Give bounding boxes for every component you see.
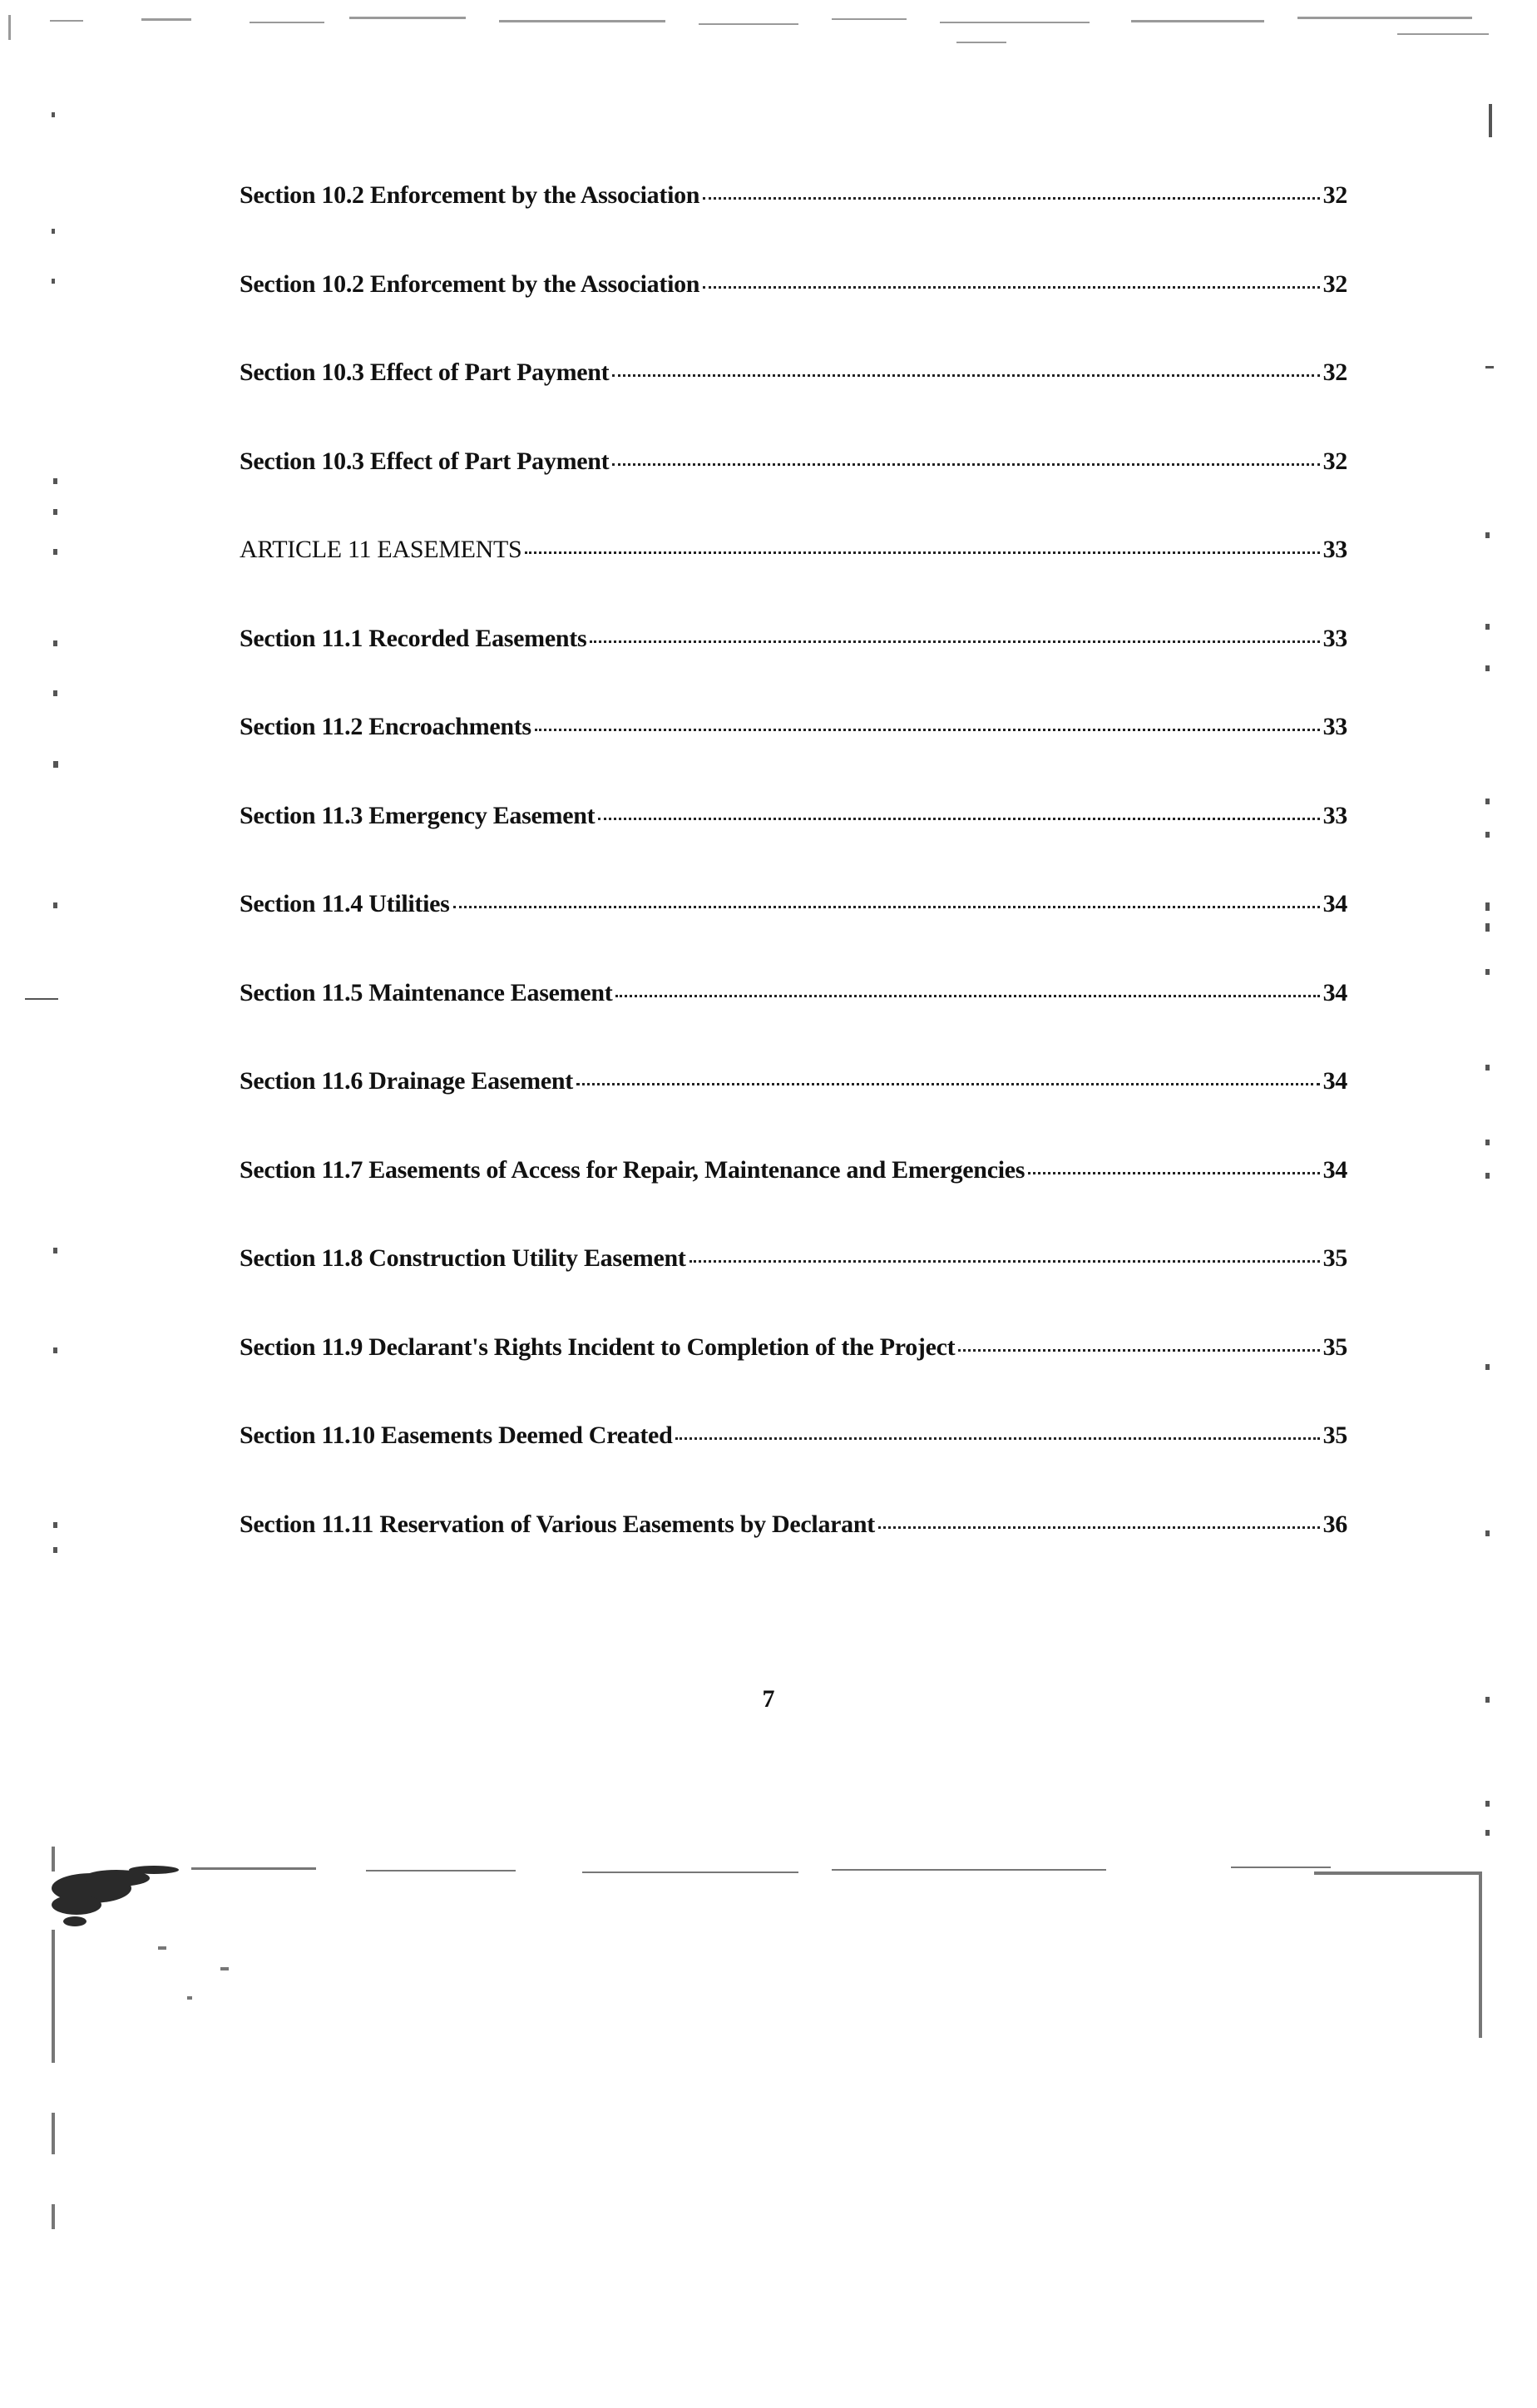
dot-leader [958, 1349, 1319, 1352]
toc-entry-title: Section 11.4 Utilities [240, 890, 450, 917]
toc-entry-page: 34 [1322, 890, 1347, 917]
toc-entry-title: Section 11.11 Reservation of Various Easements by Declarant [240, 1510, 875, 1538]
dot-leader [453, 906, 1320, 908]
toc-entry [240, 1422, 1347, 1511]
toc-entry [240, 1244, 1347, 1333]
toc-entry-page: 32 [1322, 358, 1347, 386]
toc-entry [240, 1511, 1347, 1600]
dot-leader [535, 729, 1320, 731]
toc-entry-page: 35 [1322, 1422, 1347, 1449]
dot-leader [612, 374, 1319, 377]
toc-entry-title: Section 11.7 Easements of Access for Repair, Maintenance and Emergencies [240, 1155, 1025, 1184]
toc-entry-title: Section 10.3 Effect of Part Payment [240, 447, 610, 475]
dot-leader [878, 1526, 1320, 1529]
toc-entry-title: Section 11.2 Encroachments [240, 713, 531, 740]
dot-leader [576, 1083, 1320, 1085]
toc-entry [240, 181, 1347, 270]
toc-entry-page: 33 [1322, 713, 1347, 740]
toc-entry-page: 36 [1322, 1510, 1347, 1538]
dot-leader [703, 286, 1319, 289]
dot-leader [590, 640, 1319, 643]
toc-entry-title: ARTICLE 11 EASEMENTS [240, 536, 522, 563]
toc-entry-page: 34 [1322, 1067, 1347, 1095]
toc-entry-page: 34 [1322, 978, 1347, 1006]
toc-entry-page: 32 [1322, 447, 1347, 475]
table-of-contents [240, 181, 1347, 1599]
toc-entry-page: 33 [1322, 801, 1347, 829]
toc-entry-page: 35 [1322, 1333, 1347, 1361]
toc-entry-page: 33 [1322, 624, 1347, 652]
toc-entry-page: 33 [1322, 536, 1347, 563]
toc-entry-title: Section 11.3 Emergency Easement [240, 801, 596, 829]
toc-entry [240, 890, 1347, 979]
dot-leader [675, 1437, 1319, 1440]
toc-entry-title: Section 10.2 Enforcement by the Association [240, 269, 700, 298]
toc-entry [240, 1156, 1347, 1245]
toc-entry [240, 802, 1347, 891]
toc-entry-title: Section 11.1 Recorded Easements [240, 624, 587, 652]
dot-leader [1028, 1172, 1319, 1174]
dot-leader [525, 551, 1319, 554]
dot-leader [703, 197, 1319, 200]
toc-entry [240, 1067, 1347, 1156]
toc-entry [240, 625, 1347, 714]
toc-entry [240, 270, 1347, 359]
toc-entry [240, 979, 1347, 1068]
toc-entry [240, 1333, 1347, 1422]
toc-entry-page: 35 [1322, 1244, 1347, 1272]
toc-entry-title: Section 10.3 Effect of Part Payment [240, 358, 610, 386]
dot-leader [615, 995, 1319, 997]
dot-leader [689, 1260, 1320, 1263]
dot-leader [612, 463, 1319, 466]
toc-entry-title: Section 11.6 Drainage Easement [240, 1067, 573, 1095]
scan-noise-bottom [0, 1838, 1537, 2404]
scan-noise-top [0, 8, 1537, 58]
toc-entry-page: 32 [1322, 269, 1347, 298]
toc-entry-page: 34 [1322, 1155, 1347, 1184]
toc-entry-title: Section 11.8 Construction Utility Easement [240, 1244, 686, 1272]
toc-entry-title: Section 11.9 Declarant's Rights Incident to Completion of the Project [240, 1333, 956, 1361]
toc-entry-page: 32 [1322, 181, 1347, 209]
toc-entry [240, 447, 1347, 536]
toc-entry [240, 536, 1347, 625]
toc-entry-title: Section 10.2 Enforcement by the Association [240, 181, 700, 209]
dot-leader [598, 818, 1319, 820]
toc-entry-title: Section 11.10 Easements Deemed Created [240, 1422, 673, 1449]
page-number: 7 [762, 1685, 775, 1713]
toc-entry [240, 358, 1347, 447]
toc-entry [240, 713, 1347, 802]
toc-entry-title: Section 11.5 Maintenance Easement [240, 978, 613, 1006]
